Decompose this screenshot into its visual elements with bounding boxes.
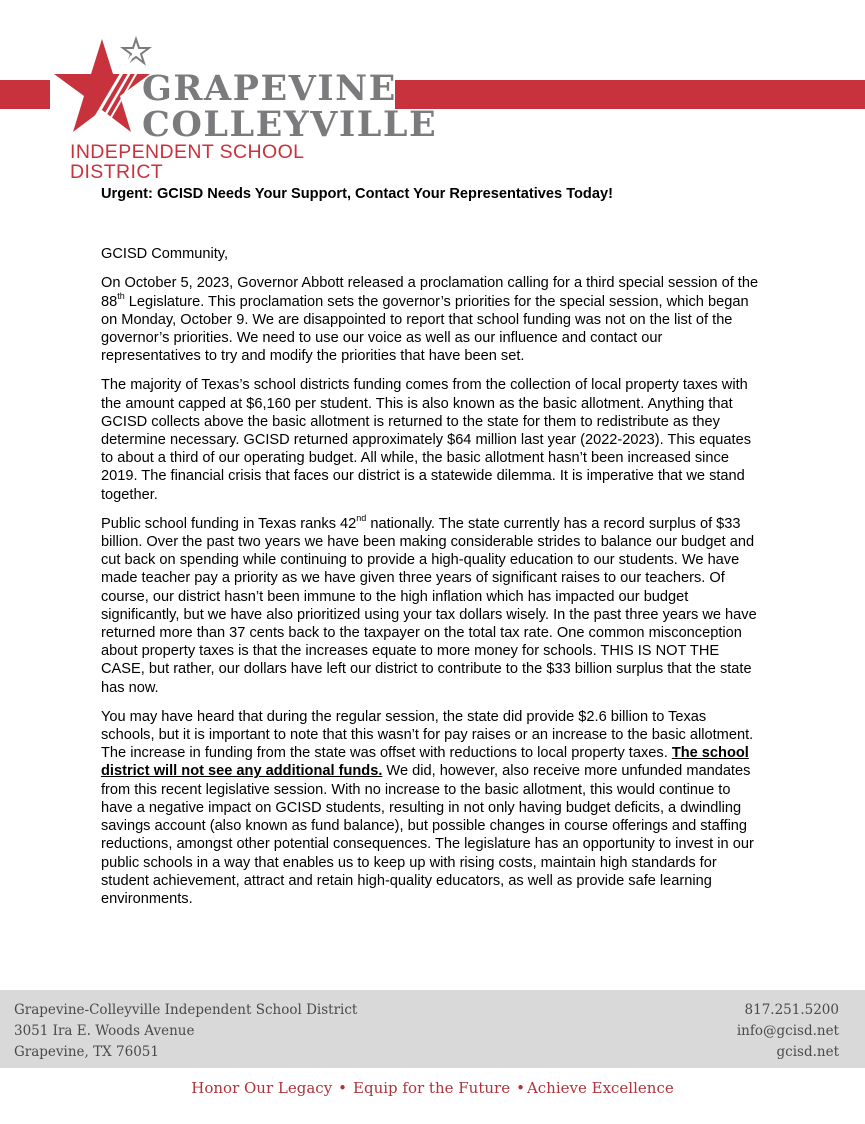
tagline-honor: Honor Our Legacy xyxy=(191,1079,333,1097)
logo-wordmark-grapevine: GRAPEVINE xyxy=(142,68,397,109)
district-tagline xyxy=(0,1079,865,1097)
footer-website: gcisd.net xyxy=(776,1044,839,1060)
footer-address xyxy=(14,1000,357,1063)
tagline-separator: • xyxy=(516,1079,525,1097)
footer-contact-bar xyxy=(0,990,865,1068)
logo-district-name: INDEPENDENT SCHOOL DISTRICT xyxy=(70,141,304,183)
paragraph-2: The majority of Texas’s school districts funding comes from the collection of local property taxes with the amount capped at $6,160 per student. This is also known as the basic allotment. Anything that GCISD collects above the basic allotment is returned to the state for them to redistribute as they determine necessary. GCISD returned approximately $64 million last year (2022-2023). This equates to about a third of our operating budget. All while, the basic allotment hasn’t been increased since 2019. The financial crisis that faces our district is a statewide dilemma. It is imperative that we stand together. xyxy=(101,377,752,503)
letter-salutation: GCISD Community, xyxy=(101,246,229,263)
footer-email: info@gcisd.net xyxy=(736,1023,839,1039)
letter-headline: Urgent: GCISD Needs Your Support, Contact Your Representatives Today! xyxy=(101,186,613,202)
paragraph-1: On October 5, 2023, Governor Abbott released a proclamation calling for a third special session of the 88th Legislature. This proclamation sets the governor’s priorities for the special session, which began on Monday, October 9. We are disappointed to report that school funding was not on the list of the governor’s priorities. We need to use our voice as well as our influence and contact our representatives to try and modify the priorities that have been set. xyxy=(101,275,759,365)
paragraph-3: Public school funding in Texas ranks 42nd nationally. The state currently has a record surplus of $33 billion. Over the past two years we have been making considerable strides to balance our budget and cut back on spending while continuing to provide a high-quality education to our students. We have made teacher pay a priority as we have given three years of significant raises to our teachers. Of course, our district hasn’t been immune to the high inflation which has impacted our budget significantly, but we have also prioritized using your tax dollars wisely. In the past three years we have returned more than 37 cents back to the taxpayer on the total tax rate. One common misconception about property taxes is that the increases equate to more money for schools. THIS IS NOT THE CASE, but rather, our dollars have left our district to contribute to the $33 billion surplus that the state has now. xyxy=(101,512,757,696)
tagline-equip: Equip for the Future xyxy=(353,1079,511,1097)
tagline-achieve: Achieve Excellence xyxy=(526,1079,674,1097)
footer-street: 3051 Ira E. Woods Avenue xyxy=(14,1023,195,1039)
footer-contact xyxy=(737,1000,839,1063)
paragraph-4: You may have heard that during the regular session, the state did provide $2.6 billion to Texas schools, but it is important to note that this wasn’t for pay raises or an increase to the basic allotment. The increase in funding from the state was offset with reductions to local property taxes. The school district will not see any additional funds. We did, however, also receive more unfunded mandates from this recent legislative session. With no increase to the basic allotment, this would continue to have a negative impact on GCISD students, resulting in not only having budget deficits, a dwindling savings account (also known as fund balance), but possible changes in course offerings and staffing reductions, amongst other potential consequences. The legislature has an opportunity to invest in our public schools in a way that enables us to keep up with rising costs, maintain high standards for student achievement, attract and retain high-quality educators, as well as provide safe learning environments. xyxy=(101,708,754,907)
footer-city: Grapevine, TX 76051 xyxy=(14,1044,159,1060)
tagline-separator: • xyxy=(338,1079,348,1097)
letter-body xyxy=(101,185,763,908)
district-logo xyxy=(50,34,438,183)
emphasized-statement: The school district will not see any additional funds. xyxy=(101,745,749,780)
header-red-bar-right xyxy=(395,80,865,109)
footer-phone: 817.251.5200 xyxy=(744,1002,839,1018)
footer-org-name: Grapevine-Colleyville Independent School District xyxy=(14,1002,358,1018)
logo-wordmark-colleyville: COLLEYVILLE xyxy=(142,104,438,145)
